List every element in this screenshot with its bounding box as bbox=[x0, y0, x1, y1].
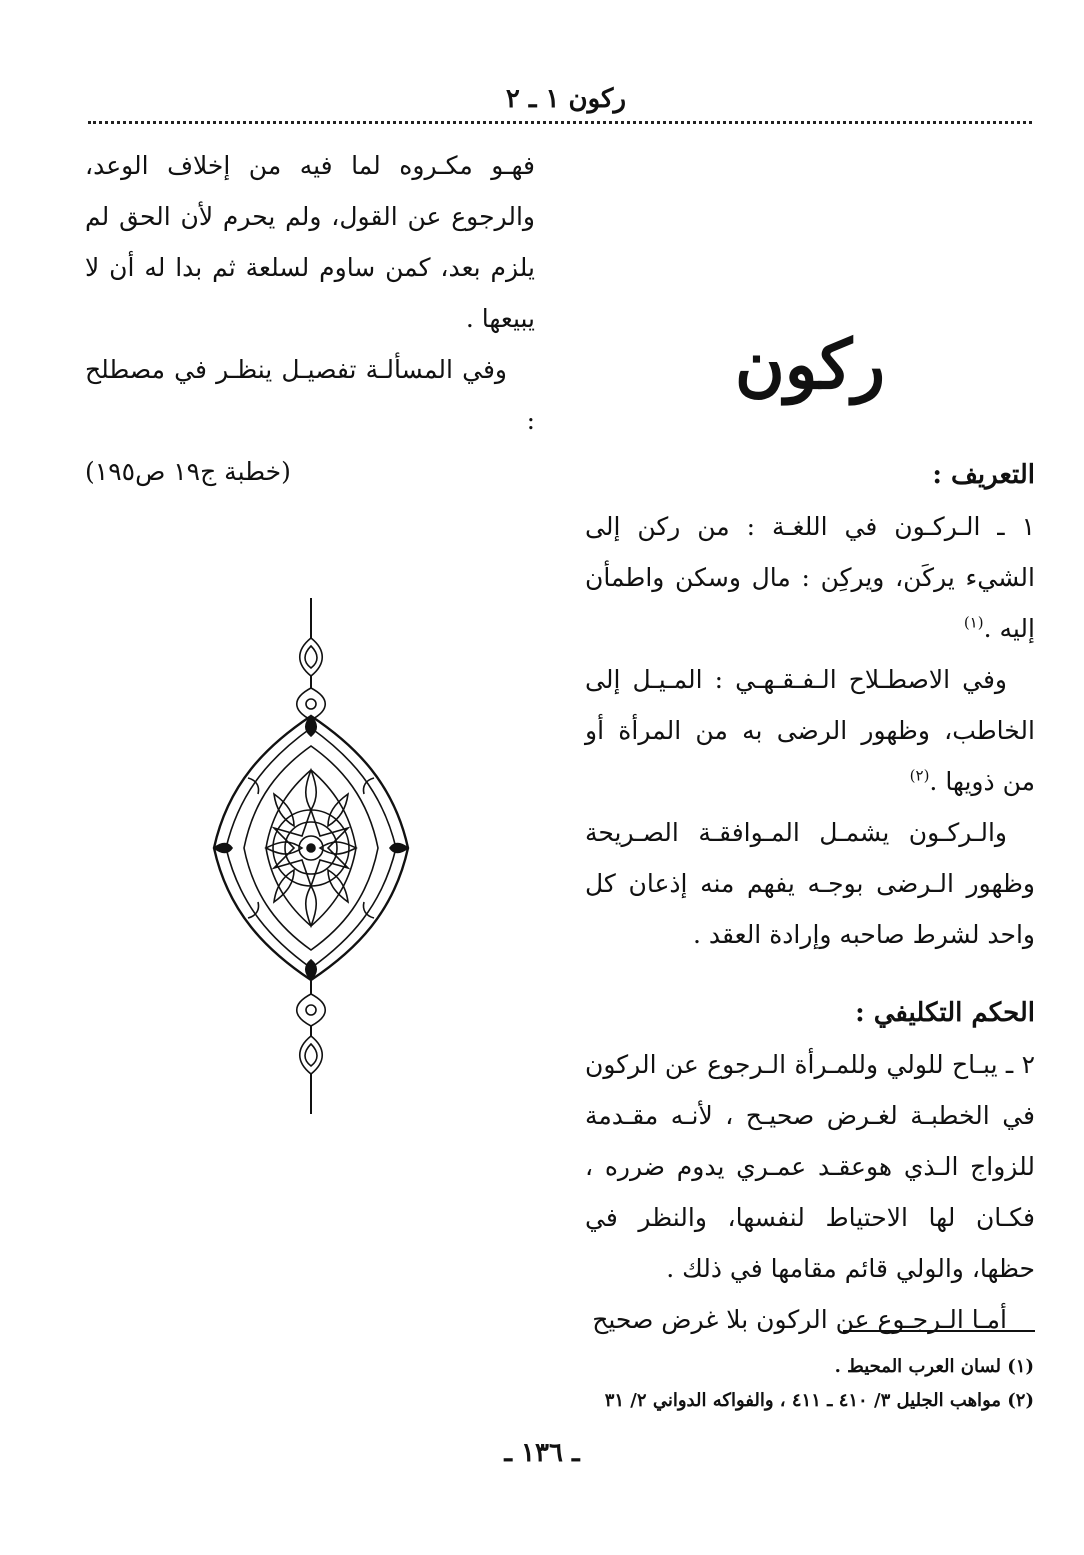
left-paragraph-1: فهـو مكـروه لما فيه من إخلاف الوعد، والرجوع عن القول، ولم يحرم لأن الحق لم يلزم بعد، كمن ساوم لسلعة ثم بدا له أن لا يبيعها . bbox=[85, 151, 535, 333]
page-number: ـ ١٣٦ ـ bbox=[504, 1438, 580, 1468]
arabesque-medallion-icon bbox=[208, 598, 414, 1114]
running-title: ركون ١ ـ ٢ bbox=[505, 84, 626, 114]
footnote-1: (١) لسان العرب المحيط . bbox=[834, 1356, 1034, 1377]
definition-heading: التعريف : bbox=[932, 460, 1035, 490]
left-cross-reference: (خطبة ج١٩ ص١٩٥) bbox=[85, 457, 291, 486]
entry-title: ركون bbox=[734, 325, 886, 405]
ruling-paragraph-2: أمـا الـرجـوع عن الركون بلا غرض صحيح bbox=[592, 1305, 1007, 1334]
definition-paragraph-2-text: وفي الاصطـلاح الـفـقـهـي : المـيـل إلى الخاطب، وظهور الرضى به من المرأة أو من ذويها . bbox=[585, 665, 1035, 796]
footnote-marker-1: (١) bbox=[963, 613, 984, 632]
footnote-rule bbox=[843, 1330, 1035, 1332]
definition-paragraph-3: والـركـون يشمـل المـوافقـة الصـريحة وظهور الـرضى بوجـه يفهم منه إذعان كل واحد لشرط صاحبه وإرادة العقد . bbox=[585, 818, 1035, 949]
header-dotted-rule bbox=[88, 121, 1032, 124]
footnotes bbox=[560, 1350, 1034, 1418]
left-column bbox=[85, 140, 535, 497]
ruling-paragraph-1: ٢ ـ يبـاح للولي وللمـرأة الـرجوع عن الركون في الخطبـة لغـرض صحيـح ، لأنـه مقـدمة للزواج الـذي هوعقـد عمـري يدوم ضرره ، فكـان لها الاحتياط لنفسها، والنظر في حظها، والولي قائم مقامها في ذلك . bbox=[585, 1050, 1035, 1283]
footnote-marker-2: (٢) bbox=[909, 766, 930, 785]
ruling-heading: الحكم التكليفي : bbox=[855, 998, 1035, 1028]
footnote-2: (٢) مواهب الجليل ٣/ ٤١٠ ـ ٤١١ ، والفواكه الدواني ٢/ ٣١ bbox=[604, 1390, 1034, 1411]
definition-paragraph-1-text: ١ ـ الـركـون في اللغـة : من ركن إلى الشيء يركَن، ويركِن : مال وسكن واطمأن إليه . bbox=[585, 512, 1035, 643]
definition-paragraph-1 bbox=[585, 501, 1035, 654]
left-paragraph-2: وفي المسألـة تفصيـل ينظـر في مصطلح : bbox=[85, 355, 535, 435]
right-column bbox=[585, 450, 1035, 1345]
definition-paragraph-2 bbox=[585, 654, 1035, 807]
section-gap bbox=[585, 960, 1035, 988]
